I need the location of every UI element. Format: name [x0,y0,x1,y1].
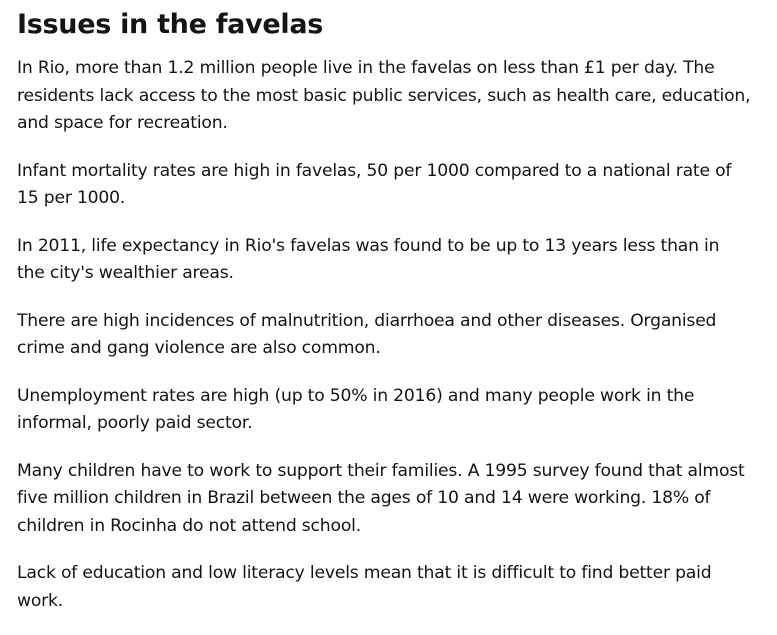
page-title: Issues in the favelas [17,9,324,40]
article [17,6,752,615]
paragraph-disease-crime: There are high incidences of malnutrition, diarrhoea and other diseases. Organised crime and gang violence are also common. [17,310,717,358]
paragraph-unemployment: Unemployment rates are high (up to 50% in 2016) and many people work in the informal, poorly paid sector. [17,385,695,433]
paragraph-poverty-services: In Rio, more than 1.2 million people live in the favelas on less than £1 per day. The residents lack access to the most basic public services, such as health care, education, and space for recreation. [17,58,751,133]
paragraph-infant-mortality: Infant mortality rates are high in favelas, 50 per 1000 compared to a national rate of 15 per 1000. [17,160,732,208]
paragraph-life-expectancy: In 2011, life expectancy in Rio's favelas was found to be up to 13 years less than in the city's wealthier areas. [17,235,720,283]
paragraph-education: Lack of education and low literacy levels mean that it is difficult to find better paid work. [17,563,712,611]
paragraph-child-labour: Many children have to work to support their families. A 1995 survey found that almost five million children in Brazil between the ages of 10 and 14 were working. 18% of children in Rocinha do not attend school. [17,460,745,536]
